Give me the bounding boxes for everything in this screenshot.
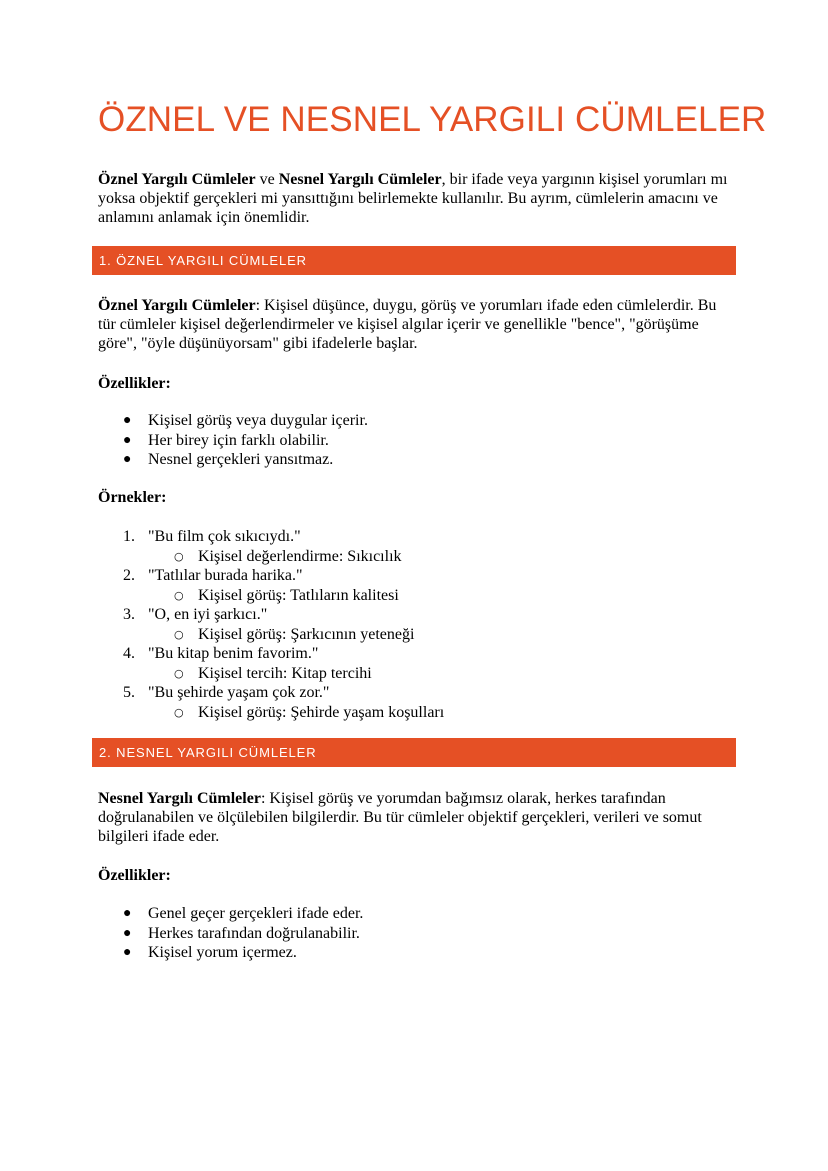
example-text: "Tatlılar burada harika." — [148, 567, 303, 584]
feature-text: Her birey için farklı olabilir. — [148, 431, 329, 449]
example-item — [98, 605, 718, 625]
intro-text: , bir ifade veya yargının kişisel yorumları mı yoksa objektif gerçekleri mi yansıttığını belirlemekte kullanılır. Bu ayrım, cümlelerin amacını ve anlamını anlamak için önemlidir. — [98, 171, 728, 226]
example-number: 1. — [123, 528, 135, 545]
list-item — [98, 904, 718, 924]
section-1-features-list — [98, 411, 718, 470]
example-note — [98, 625, 718, 645]
example-item — [98, 644, 718, 664]
section-1-features-label: Özellikler: — [98, 375, 171, 392]
bullet-dot-icon: ● — [123, 413, 132, 428]
example-item — [98, 527, 718, 547]
feature-text: Herkes tarafından doğrulanabilir. — [148, 924, 360, 942]
section-1-definition-term: Öznel Yargılı Cümleler — [98, 297, 256, 314]
example-text: "Bu film çok sıkıcıydı." — [148, 528, 301, 545]
example-item — [98, 683, 718, 703]
list-item — [98, 943, 718, 963]
bullet-dot-icon: ● — [123, 432, 132, 448]
section-1-examples-list — [98, 527, 718, 722]
section-1-definition-text: : Kişisel düşünce, duygu, görüş ve yorumları ifade eden cümlelerdir. Bu tür cümleler kişisel değerlendirmeler ve kişisel algılar içerir ve genellikle "bence", "görüşüme göre", "öyle düşünüyorsam" gibi ifadelerle başlar. — [98, 297, 717, 352]
feature-text: Kişisel görüş veya duygular içerir. — [148, 412, 368, 429]
bullet-dot-icon: ● — [123, 945, 132, 960]
list-item — [98, 431, 718, 451]
example-number: 4. — [123, 645, 135, 662]
feature-text: Kişisel yorum içermez. — [148, 944, 297, 961]
example-item — [98, 566, 718, 586]
page-title: ÖZNEL VE NESNEL YARGILI CÜMLELER — [98, 100, 767, 139]
list-item — [98, 924, 718, 944]
hollow-circle-icon: ○ — [174, 588, 184, 602]
example-number: 5. — [123, 684, 135, 701]
bullet-dot-icon: ● — [123, 452, 132, 467]
hollow-circle-icon: ○ — [174, 666, 184, 680]
section-2-features-list — [98, 904, 718, 963]
example-note-text: Kişisel görüş: Tatlıların kalitesi — [198, 586, 399, 604]
intro-paragraph — [98, 170, 738, 227]
intro-bold-term-2: Nesnel Yargılı Cümleler — [278, 171, 442, 188]
section-2-definition — [98, 789, 738, 846]
section-1-definition — [98, 296, 738, 353]
section-2-features-label: Özellikler: — [98, 867, 171, 884]
list-item — [98, 411, 718, 431]
intro-connector: ve — [255, 171, 279, 188]
example-text: "Bu kitap benim favorim." — [148, 645, 319, 662]
example-note-text: Kişisel görüş: Şarkıcının yeteneği — [198, 625, 415, 643]
bullet-dot-icon: ● — [123, 906, 132, 921]
example-number: 2. — [123, 567, 135, 584]
example-number: 3. — [123, 606, 135, 623]
section-1-examples-label: Örnekler: — [98, 489, 167, 506]
section-2-heading: 2. NESNEL YARGILI CÜMLELER — [92, 738, 736, 767]
hollow-circle-icon: ○ — [174, 705, 184, 719]
feature-text: Nesnel gerçekleri yansıtmaz. — [148, 451, 334, 468]
example-text: "O, en iyi şarkıcı." — [148, 606, 268, 623]
section-2-definition-text: : Kişisel görüş ve yorumdan bağımsız olarak, herkes tarafından doğrulanabilen ve ölçülebilen bilgilerdir. Bu tür cümleler objektif gerçekleri, verileri ve somut bilgileri ifade eder. — [98, 790, 702, 845]
bullet-dot-icon: ● — [123, 925, 132, 941]
section-2-definition-term: Nesnel Yargılı Cümleler — [98, 790, 261, 807]
example-note-text: Kişisel görüş: Şehirde yaşam koşulları — [198, 703, 445, 721]
example-note-text: Kişisel tercih: Kitap tercihi — [198, 664, 372, 682]
intro-bold-term-1: Öznel Yargılı Cümleler — [98, 171, 256, 188]
example-note-text: Kişisel değerlendirme: Sıkıcılık — [198, 547, 402, 565]
example-note — [98, 547, 718, 567]
feature-text: Genel geçer gerçekleri ifade eder. — [148, 905, 364, 922]
example-note — [98, 664, 718, 684]
example-text: "Bu şehirde yaşam çok zor." — [148, 684, 330, 701]
example-note — [98, 703, 718, 723]
section-1-heading: 1. ÖZNEL YARGILI CÜMLELER — [92, 246, 736, 275]
hollow-circle-icon: ○ — [174, 627, 184, 641]
hollow-circle-icon: ○ — [174, 549, 184, 563]
list-item — [98, 450, 718, 470]
example-note — [98, 586, 718, 606]
